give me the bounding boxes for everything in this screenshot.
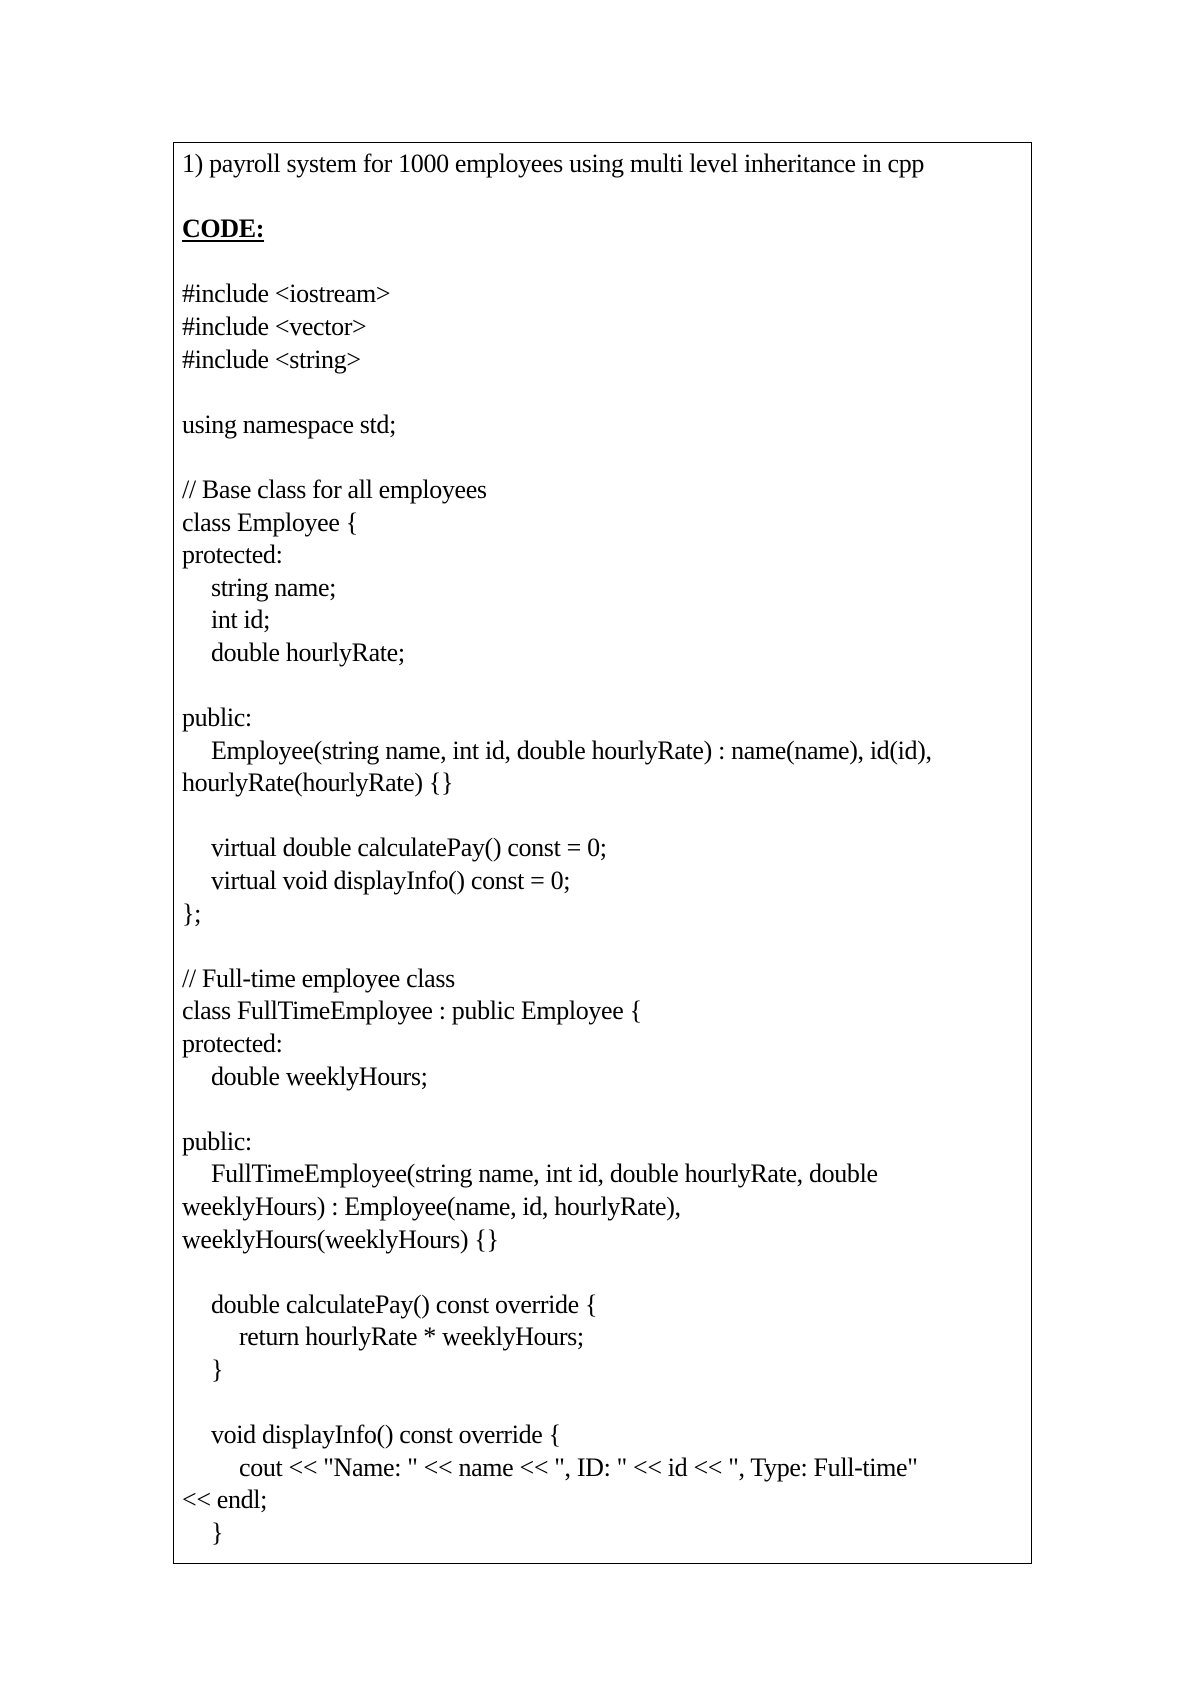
code-line: }	[211, 1354, 224, 1384]
code-line: };	[182, 898, 202, 928]
code-line: virtual double calculatePay() const = 0;	[211, 833, 607, 863]
code-line: class Employee {	[182, 507, 358, 537]
code-line: #include <string>	[182, 344, 361, 374]
code-line: hourlyRate(hourlyRate) {}	[182, 768, 454, 798]
document-content	[182, 148, 1025, 1550]
blank-line	[182, 1256, 1025, 1289]
code-line: public:	[182, 703, 252, 733]
blank-line	[182, 800, 1025, 833]
code-line: protected:	[182, 1029, 283, 1059]
blank-line	[182, 1093, 1025, 1126]
code-heading: CODE:	[182, 214, 265, 244]
code-line: int id;	[211, 605, 270, 635]
code-line: double weeklyHours;	[211, 1061, 428, 1091]
code-line: return hourlyRate * weeklyHours;	[239, 1322, 584, 1352]
code-line: FullTimeEmployee(string name, int id, double hourlyRate, double	[211, 1159, 878, 1189]
blank-line	[182, 376, 1025, 409]
blank-line	[182, 1387, 1025, 1420]
blank-line	[182, 181, 1025, 214]
code-comment: // Full-time employee class	[182, 963, 455, 993]
code-line: cout << "Name: " << name << ", ID: " << id << ", Type: Full-time"	[239, 1452, 918, 1482]
code-line: double hourlyRate;	[211, 637, 405, 667]
blank-line	[182, 670, 1025, 703]
code-line: }	[211, 1517, 224, 1547]
code-line: #include <iostream>	[182, 279, 391, 309]
blank-line	[182, 246, 1025, 279]
code-line: << endl;	[182, 1485, 268, 1515]
code-line: protected:	[182, 540, 283, 570]
code-line: string name;	[211, 572, 337, 602]
document-frame	[173, 142, 1032, 1564]
code-heading-line	[182, 213, 1025, 246]
blank-line	[182, 441, 1025, 474]
question-title: 1) payroll system for 1000 employees using multi level inheritance in cpp	[182, 149, 924, 178]
code-line: #include <vector>	[182, 311, 367, 341]
code-line: weeklyHours(weeklyHours) {}	[182, 1224, 499, 1254]
code-line: using namespace std;	[182, 409, 396, 439]
code-line: Employee(string name, int id, double hourlyRate) : name(name), id(id),	[211, 735, 932, 765]
code-line: weeklyHours) : Employee(name, id, hourlyRate),	[182, 1192, 681, 1221]
blank-line	[182, 930, 1025, 963]
code-line: virtual void displayInfo() const = 0;	[211, 866, 571, 896]
code-line: public:	[182, 1126, 252, 1156]
code-line: double calculatePay() const override {	[211, 1289, 598, 1319]
code-line: class FullTimeEmployee : public Employee {	[182, 996, 642, 1026]
code-line: void displayInfo() const override {	[211, 1420, 561, 1450]
code-comment: // Base class for all employees	[182, 474, 487, 504]
